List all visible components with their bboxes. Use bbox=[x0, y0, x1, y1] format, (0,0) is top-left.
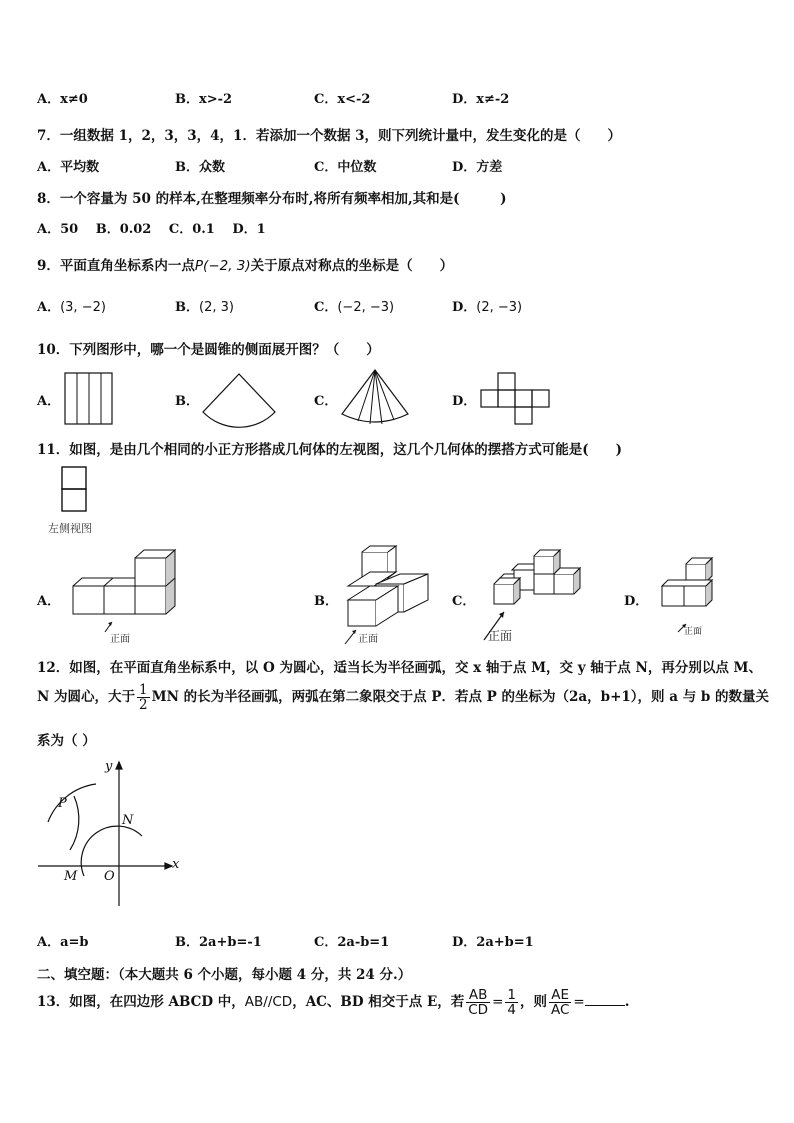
q13-fraction-ab-cd: $\frac{AB}{CD}$ bbox=[468, 987, 489, 1019]
q7-option-a: A．平均数 bbox=[37, 160, 100, 175]
q12-label-y: y bbox=[105, 759, 113, 774]
q7-stem: 7．一组数据 1，2，3，3，4，1．若添加一个数据 3，则下列统计量中，发生变化的是（ ） bbox=[37, 128, 622, 144]
q9-stem bbox=[37, 254, 453, 274]
q12-line2-prefix: N 为圆心，大于 bbox=[37, 689, 136, 706]
q11-option-b-label: B． bbox=[314, 594, 338, 609]
q13-stem: 13．如图，在四边形 ABCD 中，AB//CD，AC、BD 相交于点 E，若 $\frac{AB}{CD}$ = $\frac{1}{4}$ ，则 $\frac{AE}{AC}$ = . bbox=[37, 987, 630, 1019]
q7-option-d: D．方差 bbox=[452, 160, 503, 175]
q12-label-x: x bbox=[172, 857, 180, 872]
q11-front-label-c: 正面 bbox=[488, 629, 513, 643]
q12-line1: 12．如图，在平面直角坐标系中，以 O 为圆心，适当长为半径画弧，交 x 轴于点 M，交 y 轴于点 N，再分别以点 M、 bbox=[37, 660, 762, 676]
q12-line3: 系为（ ） bbox=[37, 733, 96, 749]
q11-figure-c bbox=[482, 548, 592, 646]
q11-figure-b bbox=[340, 548, 440, 648]
q10-option-d-label: D． bbox=[452, 394, 477, 409]
q13-then: ，则 bbox=[519, 994, 547, 1011]
q10-option-b-label: B． bbox=[175, 394, 199, 409]
q10-figure-rectangle bbox=[64, 372, 114, 426]
q8-options: A．50 B．0.02 C．0.1 D．1 bbox=[37, 222, 266, 237]
q11-figure-a bbox=[70, 550, 185, 645]
q13-answer-blank[interactable] bbox=[585, 993, 625, 1006]
q11-option-d-label: D． bbox=[624, 594, 649, 609]
q10-figure-cone bbox=[340, 368, 410, 428]
q12-label-m: M bbox=[64, 869, 78, 884]
q6-option-a: A．x≠0 bbox=[37, 92, 88, 107]
q11-option-c-label: C． bbox=[452, 594, 476, 609]
q9-option-a: A．(3, −2) bbox=[37, 300, 106, 315]
q11-front-label-d: 正面 bbox=[684, 627, 703, 637]
q11-option-a-label: A． bbox=[37, 594, 61, 609]
q7-option-b: B．众数 bbox=[175, 160, 225, 175]
q13-parallel: AB//CD bbox=[244, 994, 293, 1011]
q11-stem: 11．如图，是由几个相同的小正方形搭成几何体的左视图，这几个几何体的摆搭方式可能是( ) bbox=[37, 442, 623, 458]
q12-line2-suffix: MN 的长为半径画弧，两弧在第二象限交于点 P．若点 P 的坐标为（2a，b+1），则 a 与 b 的数量关 bbox=[151, 689, 770, 706]
q6-option-b: B．x>-2 bbox=[175, 92, 233, 107]
q12-fraction-half: $\frac{1}{2}$ bbox=[139, 682, 148, 714]
q6-option-c: C．x<-2 bbox=[314, 92, 371, 107]
q8-stem: 8．一个容量为 50 的样本,在整理频率分布时,将所有频率相加,其和是( ) bbox=[37, 191, 507, 207]
q13-fraction-quarter: $\frac{1}{4}$ bbox=[507, 987, 516, 1019]
q11-front-label-b: 正面 bbox=[358, 634, 378, 645]
q12-label-p: P bbox=[58, 796, 67, 811]
q9-option-c: C．(−2, −3) bbox=[314, 300, 395, 315]
q9-option-b: B．(2, 3) bbox=[175, 300, 234, 315]
q13-fraction-ae-ac: $\frac{AE}{AC}$ bbox=[550, 987, 570, 1019]
q12-coordinate-figure bbox=[34, 756, 184, 912]
q12-option-a: A．a=b bbox=[37, 935, 89, 950]
q9-stem-prefix: 9．平面直角坐标系内一点 bbox=[37, 258, 195, 274]
q7-option-c: C．中位数 bbox=[314, 160, 377, 175]
q9-stem-suffix: 关于原点对称点的坐标是（ ） bbox=[250, 258, 454, 274]
q9-option-d: D．(2, −3) bbox=[452, 300, 523, 315]
q10-option-a-label: A． bbox=[37, 394, 61, 409]
q12-option-c: C．2a-b=1 bbox=[314, 935, 390, 950]
q12-option-b: B．2a+b=-1 bbox=[175, 935, 262, 950]
q9-point: P(−2, 3) bbox=[194, 258, 251, 274]
section-2-heading: 二、填空题：（本大题共 6 个小题，每小题 4 分，共 24 分.） bbox=[37, 967, 412, 983]
q10-figure-cube-net bbox=[480, 372, 552, 428]
q11-front-label-a: 正面 bbox=[110, 634, 130, 645]
q12-label-o: O bbox=[104, 869, 115, 884]
q13-mid: ，AC、BD 相交于点 E，若 bbox=[292, 994, 465, 1011]
q12-line2 bbox=[37, 683, 769, 712]
q11-left-view-label: 左侧视图 bbox=[48, 522, 92, 535]
q6-option-d: D．x≠-2 bbox=[452, 92, 510, 107]
q12-label-n: N bbox=[122, 813, 134, 828]
q10-stem: 10．下列图形中，哪一个是圆锥的侧面展开图？（ ） bbox=[37, 342, 380, 358]
q13-prefix: 13．如图，在四边形 ABCD 中， bbox=[37, 994, 245, 1011]
q10-figure-sector bbox=[200, 372, 278, 426]
q11-figure-d bbox=[656, 554, 724, 640]
q11-left-view-figure bbox=[60, 466, 88, 516]
q10-option-c-label: C． bbox=[314, 394, 338, 409]
q12-option-d: D．2a+b=1 bbox=[452, 935, 534, 950]
